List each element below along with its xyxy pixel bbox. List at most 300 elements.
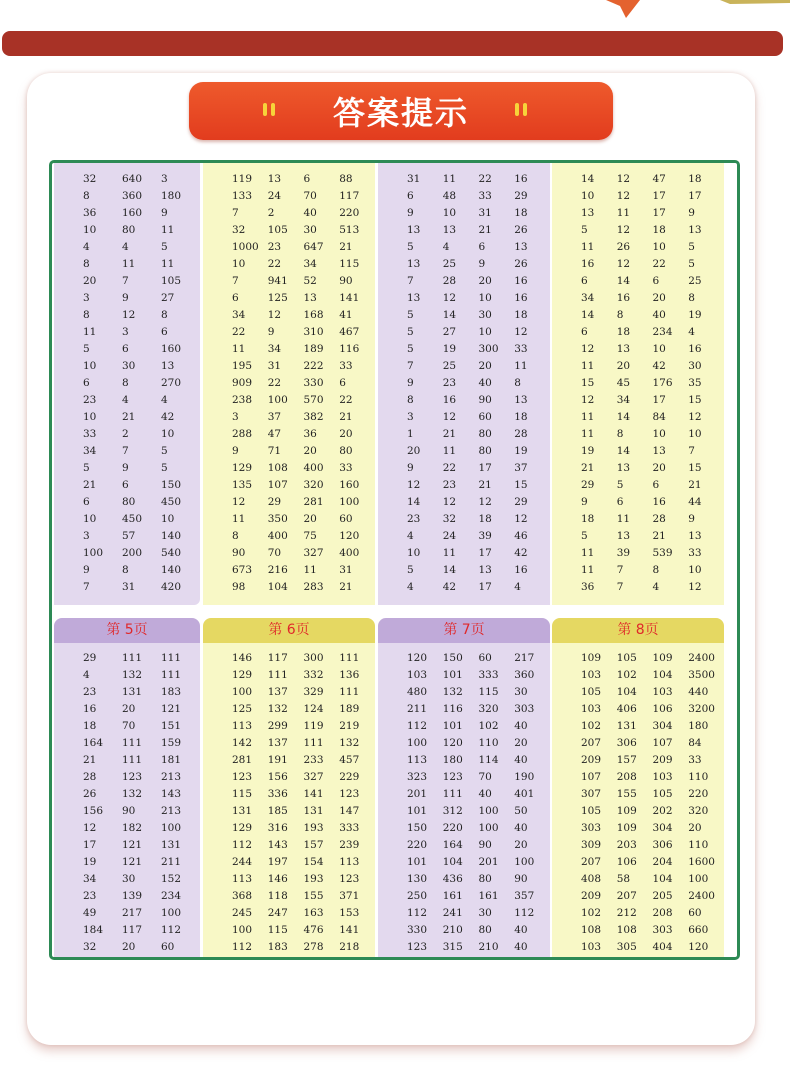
table-cell: 100 xyxy=(83,547,104,559)
quote-mark-icon xyxy=(515,103,529,117)
table-cell: 117 xyxy=(339,190,360,202)
star-decoration-icon xyxy=(606,0,640,18)
table-row xyxy=(83,528,200,545)
table-cell: 121 xyxy=(122,839,143,851)
table-cell: 5 xyxy=(407,326,414,338)
table-cell: 105 xyxy=(267,224,288,236)
table-cell: 17 xyxy=(652,207,666,219)
table-cell: 10 xyxy=(83,411,97,423)
table-cell: 13 xyxy=(514,241,528,253)
table-cell: 22 xyxy=(267,377,282,389)
table-cell: 50 xyxy=(514,805,528,817)
table-cell: 129 xyxy=(232,669,253,681)
table-cell: 44 xyxy=(688,496,702,508)
table-row xyxy=(581,426,724,443)
table-cell: 108 xyxy=(267,462,288,474)
table-cell: 60 xyxy=(339,513,353,525)
table-cell: 6 xyxy=(122,343,129,355)
table-cell: 570 xyxy=(303,394,324,406)
table-cell: 220 xyxy=(407,839,428,851)
table-cell: 110 xyxy=(478,737,499,749)
table-cell: 20 xyxy=(83,275,97,287)
table-cell: 20 xyxy=(339,428,353,440)
table-cell: 36 xyxy=(581,581,595,593)
table-cell: 100 xyxy=(478,822,499,834)
table-cell: 84 xyxy=(688,737,702,749)
table-cell: 207 xyxy=(581,856,602,868)
table-cell: 307 xyxy=(581,788,602,800)
table-row xyxy=(407,239,550,256)
table-cell: 9 xyxy=(83,564,90,576)
table-cell: 164 xyxy=(83,737,104,749)
table-cell: 191 xyxy=(267,754,288,766)
table-cell: 21 xyxy=(688,479,702,491)
table-cell: 303 xyxy=(581,822,602,834)
table-cell: 12 xyxy=(616,258,631,270)
table-row xyxy=(232,528,375,545)
table-row xyxy=(83,239,200,256)
table-cell: 27 xyxy=(442,326,457,338)
table-cell: 131 xyxy=(122,686,143,698)
table-row xyxy=(407,171,550,188)
table-cell: 10 xyxy=(688,564,702,576)
table-cell: 310 xyxy=(303,326,324,338)
table-cell: 18 xyxy=(688,173,702,185)
table-cell: 147 xyxy=(339,805,360,817)
table-cell: 26 xyxy=(514,224,528,236)
table-cell: 21 xyxy=(339,241,353,253)
table-cell: 132 xyxy=(442,686,463,698)
table-row xyxy=(232,769,375,786)
table-cell: 10 xyxy=(442,207,457,219)
table-cell: 84 xyxy=(652,411,666,423)
table-cell: 106 xyxy=(616,856,637,868)
table-cell: 647 xyxy=(303,241,324,253)
table-cell: 15 xyxy=(688,394,702,406)
table-cell: 90 xyxy=(232,547,246,559)
table-cell: 204 xyxy=(652,856,673,868)
table-row xyxy=(407,871,550,888)
table-cell: 4 xyxy=(122,241,129,253)
table-cell: 16 xyxy=(514,173,528,185)
table-cell: 105 xyxy=(581,686,602,698)
table-cell: 21 xyxy=(83,754,97,766)
table-cell: 14 xyxy=(442,564,457,576)
table-cell: 7 xyxy=(407,360,414,372)
table-cell: 159 xyxy=(161,737,182,749)
table-row xyxy=(83,854,200,871)
table-cell: 131 xyxy=(616,720,637,732)
table-row xyxy=(232,803,375,820)
table-cell: 160 xyxy=(339,479,360,491)
table-cell: 12 xyxy=(83,822,97,834)
table-cell: 70 xyxy=(122,720,136,732)
table-cell: 111 xyxy=(122,737,143,749)
table-cell: 5 xyxy=(581,224,588,236)
table-cell: 29 xyxy=(83,652,97,664)
table-cell: 20 xyxy=(652,462,666,474)
table-cell: 80 xyxy=(478,873,492,885)
table-cell: 207 xyxy=(616,890,637,902)
table-cell: 350 xyxy=(267,513,288,525)
table-cell: 80 xyxy=(122,496,136,508)
table-cell: 219 xyxy=(339,720,360,732)
table-cell: 5 xyxy=(161,241,168,253)
table-cell: 12 xyxy=(442,292,457,304)
table-cell: 7 xyxy=(616,564,624,576)
table-cell: 360 xyxy=(514,669,535,681)
page-tab: 第 6页 xyxy=(203,618,375,643)
table-row xyxy=(232,392,375,409)
table-cell: 20 xyxy=(478,360,492,372)
table-row xyxy=(407,562,550,579)
table-row xyxy=(407,409,550,426)
table-cell: 168 xyxy=(303,309,324,321)
table-cell: 27 xyxy=(161,292,175,304)
table-cell: 109 xyxy=(581,652,602,664)
table-row xyxy=(83,205,200,222)
table-cell: 19 xyxy=(83,856,97,868)
table-cell: 30 xyxy=(303,224,317,236)
table-cell: 32 xyxy=(83,173,97,185)
table-cell: 10 xyxy=(407,547,421,559)
table-cell: 6 xyxy=(339,377,346,389)
table-cell: 193 xyxy=(303,822,324,834)
table-cell: 9 xyxy=(407,207,414,219)
table-cell: 19 xyxy=(442,343,457,355)
table-cell: 42 xyxy=(442,581,457,593)
table-cell: 288 xyxy=(232,428,253,440)
table-cell: 102 xyxy=(616,669,637,681)
table-cell: 2 xyxy=(267,207,275,219)
table-row xyxy=(581,511,724,528)
table-cell: 31 xyxy=(478,207,492,219)
table-cell: 133 xyxy=(232,190,253,202)
table-row xyxy=(83,460,200,477)
table-cell: 17 xyxy=(652,190,666,202)
table-cell: 16 xyxy=(652,496,666,508)
table-cell: 457 xyxy=(339,754,360,766)
table-cell: 45 xyxy=(616,377,631,389)
table-cell: 21 xyxy=(122,411,136,423)
table-cell: 104 xyxy=(652,873,673,885)
table-cell: 52 xyxy=(303,275,317,287)
table-cell: 216 xyxy=(267,564,288,576)
table-cell: 25 xyxy=(442,360,457,372)
table-row xyxy=(581,375,724,392)
table-row xyxy=(581,545,724,562)
table-cell: 11 xyxy=(581,564,595,576)
table-row xyxy=(581,718,724,735)
table-cell: 18 xyxy=(616,326,631,338)
table-cell: 90 xyxy=(514,873,528,885)
table-cell: 176 xyxy=(652,377,673,389)
table-row xyxy=(407,684,550,701)
table-cell: 70 xyxy=(267,547,282,559)
table-row xyxy=(232,358,375,375)
table-cell: 120 xyxy=(407,652,428,664)
table-cell: 132 xyxy=(267,703,288,715)
table-row xyxy=(407,905,550,922)
table-cell: 30 xyxy=(122,873,136,885)
table-row xyxy=(232,477,375,494)
table-cell: 11 xyxy=(581,360,595,372)
table-row xyxy=(407,735,550,752)
table-cell: 13 xyxy=(407,292,421,304)
table-cell: 42 xyxy=(161,411,175,423)
table-cell: 124 xyxy=(303,703,324,715)
table-cell: 156 xyxy=(83,805,104,817)
table-cell: 32 xyxy=(83,941,97,953)
table-row xyxy=(581,871,724,888)
table-cell: 189 xyxy=(303,343,324,355)
table-cell: 25 xyxy=(688,275,702,287)
table-cell: 10 xyxy=(232,258,246,270)
table-row xyxy=(232,684,375,701)
table-cell: 143 xyxy=(267,839,288,851)
table-cell: 14 xyxy=(616,275,631,287)
table-cell: 98 xyxy=(232,581,246,593)
table-cell: 25 xyxy=(442,258,457,270)
table-row xyxy=(407,290,550,307)
table-cell: 13 xyxy=(616,530,631,542)
table-cell: 283 xyxy=(303,581,324,593)
table-cell: 146 xyxy=(232,652,253,664)
table-cell: 39 xyxy=(616,547,631,559)
table-cell: 305 xyxy=(616,941,637,953)
table-row xyxy=(83,888,200,905)
table-cell: 309 xyxy=(581,839,602,851)
table-cell: 6 xyxy=(83,496,90,508)
table-cell: 941 xyxy=(267,275,288,287)
table-row xyxy=(232,307,375,324)
table-row xyxy=(83,171,200,188)
table-cell: 12 xyxy=(407,479,421,491)
table-cell: 189 xyxy=(339,703,360,715)
table-cell: 7 xyxy=(616,581,624,593)
table-cell: 660 xyxy=(688,924,709,936)
table-cell: 6 xyxy=(616,496,624,508)
table-cell: 185 xyxy=(267,805,288,817)
table-cell: 8 xyxy=(688,292,695,304)
table-cell: 19 xyxy=(688,309,702,321)
table-row xyxy=(581,820,724,837)
table-row xyxy=(407,752,550,769)
table-cell: 183 xyxy=(267,941,288,953)
table-cell: 18 xyxy=(652,224,666,236)
table-row xyxy=(407,494,550,511)
table-row xyxy=(83,684,200,701)
table-cell: 183 xyxy=(161,686,182,698)
table-row xyxy=(581,358,724,375)
table-row xyxy=(581,735,724,752)
table-cell: 300 xyxy=(303,652,324,664)
table-row xyxy=(83,752,200,769)
table-row xyxy=(581,684,724,701)
table-cell: 360 xyxy=(122,190,143,202)
table-cell: 75 xyxy=(303,530,317,542)
table-cell: 120 xyxy=(442,737,463,749)
table-cell: 34 xyxy=(232,309,246,321)
table-cell: 640 xyxy=(122,173,143,185)
table-cell: 20 xyxy=(652,292,666,304)
table-row xyxy=(83,222,200,239)
table-cell: 19 xyxy=(514,445,528,457)
table-cell: 450 xyxy=(161,496,182,508)
table-cell: 103 xyxy=(652,686,673,698)
table-cell: 125 xyxy=(232,703,253,715)
table-cell: 3 xyxy=(83,292,90,304)
table-cell: 101 xyxy=(442,669,463,681)
table-cell: 123 xyxy=(232,771,253,783)
table-cell: 157 xyxy=(303,839,324,851)
table-cell: 130 xyxy=(407,873,428,885)
table-row xyxy=(232,443,375,460)
table-cell: 208 xyxy=(652,907,673,919)
table-cell: 229 xyxy=(339,771,360,783)
table-cell: 28 xyxy=(514,428,528,440)
table-cell: 48 xyxy=(442,190,457,202)
table-row xyxy=(232,888,375,905)
table-cell: 11 xyxy=(232,343,246,355)
table-row xyxy=(581,786,724,803)
table-cell: 22 xyxy=(652,258,666,270)
table-row xyxy=(232,562,375,579)
table-cell: 11 xyxy=(161,224,175,236)
table-cell: 11 xyxy=(442,547,457,559)
table-cell: 16 xyxy=(616,292,631,304)
table-cell: 11 xyxy=(83,326,97,338)
table-cell: 107 xyxy=(652,737,673,749)
table-cell: 28 xyxy=(652,513,666,525)
table-row xyxy=(83,477,200,494)
table-cell: 24 xyxy=(267,190,282,202)
table-cell: 12 xyxy=(581,394,595,406)
table-cell: 113 xyxy=(232,720,253,732)
table-cell: 26 xyxy=(514,258,528,270)
table-cell: 23 xyxy=(442,377,457,389)
table-cell: 2400 xyxy=(688,652,715,664)
table-cell: 13 xyxy=(514,394,528,406)
table-cell: 513 xyxy=(339,224,360,236)
table-cell: 333 xyxy=(339,822,360,834)
table-cell: 100 xyxy=(161,907,182,919)
table-row xyxy=(407,375,550,392)
table-cell: 100 xyxy=(688,873,709,885)
table-cell: 100 xyxy=(478,805,499,817)
table-cell: 18 xyxy=(581,513,595,525)
table-cell: 26 xyxy=(83,788,97,800)
table-cell: 23 xyxy=(83,686,97,698)
table-cell: 16 xyxy=(514,564,528,576)
table-cell: 90 xyxy=(122,805,136,817)
table-cell: 16 xyxy=(514,275,528,287)
table-row xyxy=(83,511,200,528)
table-cell: 16 xyxy=(514,292,528,304)
table-cell: 18 xyxy=(514,309,528,321)
table-cell: 180 xyxy=(161,190,182,202)
table-cell: 40 xyxy=(303,207,317,219)
table-cell: 7 xyxy=(122,445,129,457)
table-row xyxy=(581,171,724,188)
table-cell: 5 xyxy=(688,241,695,253)
table-cell: 8 xyxy=(122,564,129,576)
table-cell: 22 xyxy=(232,326,246,338)
table-cell: 32 xyxy=(442,513,457,525)
table-cell: 6 xyxy=(232,292,239,304)
table-cell: 163 xyxy=(303,907,324,919)
table-row xyxy=(581,888,724,905)
table-cell: 234 xyxy=(161,890,182,902)
table-cell: 6 xyxy=(652,479,660,491)
table-cell: 18 xyxy=(514,411,528,423)
table-cell: 202 xyxy=(652,805,673,817)
table-cell: 6 xyxy=(478,241,486,253)
table-cell: 33 xyxy=(688,547,702,559)
table-cell: 12 xyxy=(232,496,246,508)
table-cell: 247 xyxy=(267,907,288,919)
table-row xyxy=(407,188,550,205)
table-cell: 184 xyxy=(83,924,104,936)
table-cell: 141 xyxy=(339,292,360,304)
table-cell: 140 xyxy=(161,530,182,542)
table-row xyxy=(232,545,375,562)
table-cell: 110 xyxy=(688,771,709,783)
table-cell: 113 xyxy=(339,856,360,868)
table-cell: 142 xyxy=(232,737,253,749)
table-cell: 29 xyxy=(514,190,528,202)
table-cell: 21 xyxy=(652,530,666,542)
table-cell: 14 xyxy=(581,309,595,321)
table-cell: 218 xyxy=(339,941,360,953)
table-cell: 152 xyxy=(161,873,182,885)
table-cell: 10 xyxy=(652,428,666,440)
table-cell: 9 xyxy=(581,496,588,508)
table-row xyxy=(83,667,200,684)
table-cell: 11 xyxy=(161,258,175,270)
table-row xyxy=(581,752,724,769)
table-cell: 21 xyxy=(478,224,492,236)
table-row xyxy=(83,905,200,922)
table-cell: 17 xyxy=(652,394,666,406)
table-cell: 131 xyxy=(303,805,324,817)
table-row xyxy=(83,922,200,939)
table-cell: 315 xyxy=(442,941,463,953)
table-cell: 327 xyxy=(303,771,324,783)
table-row xyxy=(581,307,724,324)
table-cell: 400 xyxy=(267,530,288,542)
table-cell: 34 xyxy=(303,258,317,270)
table-cell: 102 xyxy=(478,720,499,732)
table-cell: 40 xyxy=(478,377,492,389)
table-cell: 117 xyxy=(122,924,143,936)
table-cell: 37 xyxy=(514,462,528,474)
table-cell: 13 xyxy=(616,462,631,474)
table-row xyxy=(83,256,200,273)
table-cell: 320 xyxy=(303,479,324,491)
table-cell: 100 xyxy=(267,394,288,406)
table-cell: 105 xyxy=(652,788,673,800)
table-cell: 116 xyxy=(442,703,463,715)
table-cell: 382 xyxy=(303,411,324,423)
table-row xyxy=(83,735,200,752)
table-cell: 406 xyxy=(616,703,637,715)
table-row xyxy=(232,871,375,888)
table-cell: 7 xyxy=(688,445,695,457)
table-cell: 12 xyxy=(267,309,282,321)
table-cell: 5 xyxy=(616,479,624,491)
table-cell: 28 xyxy=(442,275,457,287)
